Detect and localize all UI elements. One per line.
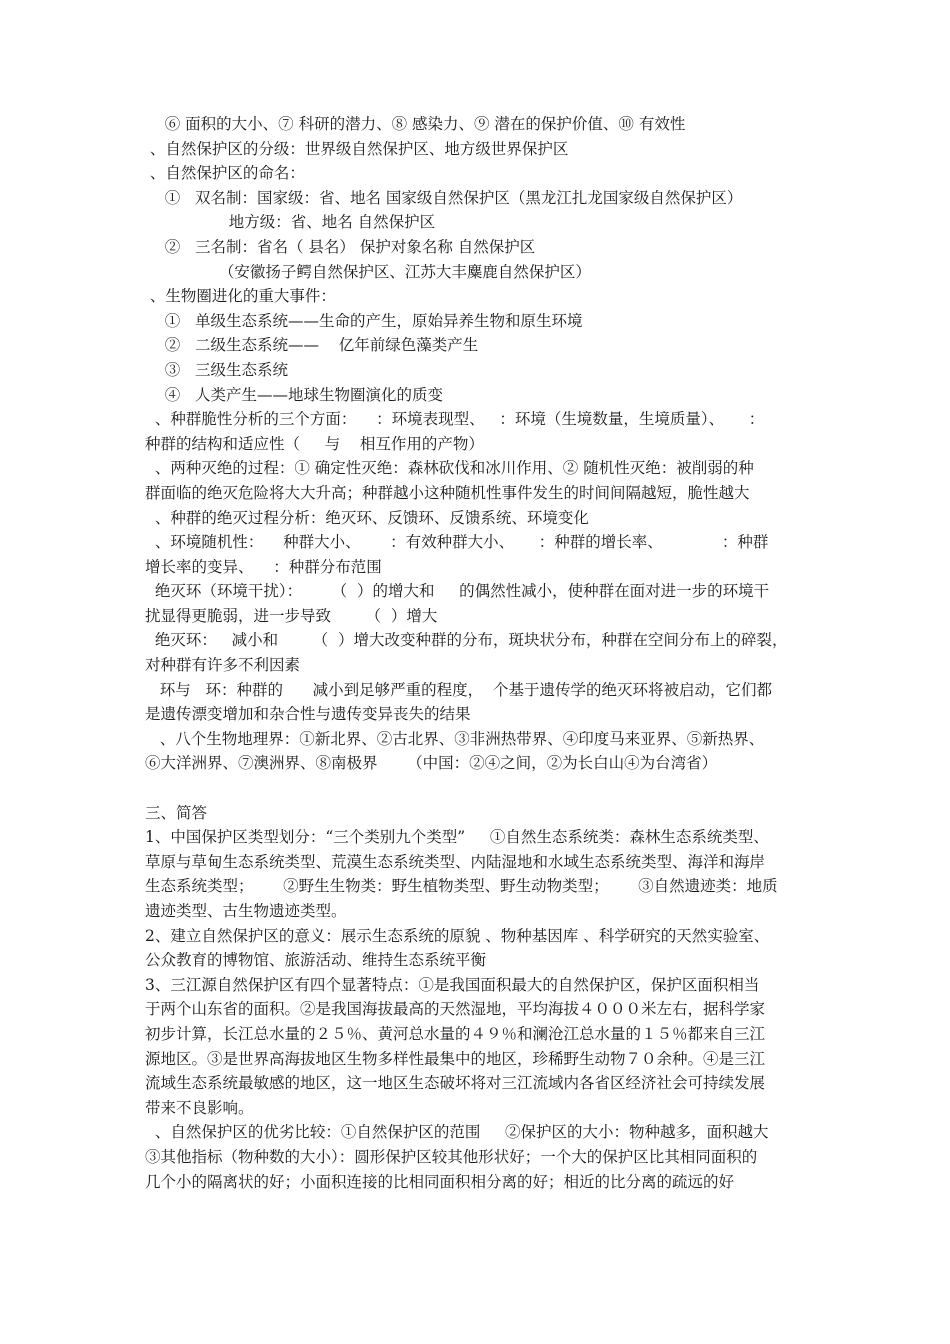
text-line: ① 双名制：国家级：省、地名 国家级自然保护区（黑龙江扎龙国家级自然保护区） xyxy=(145,188,743,207)
text-line: 、自然保护区的命名： xyxy=(145,164,305,183)
text-line: 地方级：省、地名 自然保护区 xyxy=(145,213,436,232)
text-line: 环与 环：种群的 减小到足够严重的程度， 个基于遗传学的绝灭环将被启动，它们都 xyxy=(145,680,772,699)
text-line: （安徽扬子鳄自然保护区、江苏大丰麋鹿自然保护区） xyxy=(145,262,591,281)
text-line: 、两种灭绝的过程：① 确定性灭绝：森林砍伐和冰川作用、② 随机性灭绝：被削弱的种 xyxy=(145,459,754,478)
text-line: 3、三江源自然保护区有四个显著特点：①是我国面积最大的自然保护区，保护区面积相当 xyxy=(145,975,760,994)
text-line: 初步计算，长江总水量的２５％、黄河总水量的４９％和澜沧江总水量的１５％都来自三江 xyxy=(145,1024,766,1043)
text-line: 、种群脆性分析的三个方面： ：环境表现型、 ：环境（生境数量，生境质量）、 ： xyxy=(145,410,765,429)
text-line: 绝灭环（环境干扰）： （ ）的增大和 的偶然性减小，使种群在面对进一步的环境干 xyxy=(145,582,770,601)
text-line: 带来不良影响。 xyxy=(145,1098,254,1117)
text-line: ② 二级生态系统—— 亿年前绿色藻类产生 xyxy=(145,336,479,355)
section-heading: 三、简答 xyxy=(145,803,208,822)
text-line: 增长率的变异、 ：种群分布范围 xyxy=(145,557,382,576)
text-line: 、种群的绝灭过程分析：绝灭环、反馈环、反馈系统、环境变化 xyxy=(145,508,589,527)
text-line: ① 单级生态系统——生命的产生，原始异养生物和原生环境 xyxy=(145,311,583,330)
blank-line xyxy=(145,776,815,801)
text-line: ③其他指标（物种数的大小）：圆形保护区较其他形状好；一个大的保护区比其相同面积的 xyxy=(145,1147,758,1166)
text-line: 源地区。③是世界高海拔地区生物多样性最集中的地区，珍稀野生动物７０余种。④是三江 xyxy=(145,1049,766,1068)
text-line: 1、中国保护区类型划分：“三个类别九个类型” ①自然生态系统类：森林生态系统类型、 xyxy=(145,828,769,847)
text-line: ③ 三级生态系统 xyxy=(145,360,288,379)
text-line: 生态系统类型； ②野生生物类：野生植物类型、野生动物类型； ③自然遗迹类：地质 xyxy=(145,877,778,896)
text-line: ④ 人类产生——地球生物圈演化的质变 xyxy=(145,385,443,404)
text-line: 种群的结构和适应性（ 与 相互作用的产物） xyxy=(145,434,484,453)
text-line: 于两个山东省的面积。②是我国海拔最高的天然湿地，平均海拔４０００米左右，据科学家 xyxy=(145,1000,766,1019)
text-line: 群面临的绝灭危险将大大升高；种群越小这种随机性事件发生的时间间隔越短，脆性越大 xyxy=(145,483,750,502)
text-line: 公众教育的博物馆、旅游活动、维持生态系统平衡 xyxy=(145,951,487,970)
text-line: 、自然保护区的分级：世界级自然保护区、地方级世界保护区 xyxy=(145,139,569,158)
text-line: 遗迹类型、古生物遗迹类型。 xyxy=(145,902,347,920)
text-line: 对种群有许多不利因素 xyxy=(145,656,301,675)
text-line: 草原与草甸生态系统类型、荒漠生态系统类型、内陆湿地和水域生态系统类型、海洋和海岸 xyxy=(145,852,766,871)
text-line: 绝灭环： 减小和 （ ）增大改变种群的分布，斑块状分布，种群在空间分布上的碎裂， xyxy=(145,631,788,650)
text-line: ② 三名制：省名（ 县名） 保护对象名称 自然保护区 xyxy=(145,237,536,256)
text-line: ⑥ 面积的大小、⑦ 科研的潜力、⑧ 感染力、⑨ 潜在的保护价值、⑩ 有效性 xyxy=(145,115,686,133)
text-line: 流域生态系统最敏感的地区，这一地区生态破坏将对三江流域内各省区经济社会可持续发展 xyxy=(145,1074,766,1093)
text-line: 、环境随机性： 种群大小、 ：有效种群大小、 ：种群的增长率、 ：种群 xyxy=(145,533,769,552)
text-line: 、八个生物地理界：①新北界、②古北界、③非洲热带界、④印度马来亚界、⑤新热界、 xyxy=(145,729,765,748)
text-line: ⑥大洋洲界、⑦澳洲界、⑧南极界 （中国：②④之间，②为长白山④为台湾省） xyxy=(145,754,718,773)
document-body xyxy=(145,112,815,1194)
text-line: 、自然保护区的优劣比较：①自然保护区的范围 ②保护区的大小：物种越多，面积越大 xyxy=(145,1123,769,1142)
text-line: 扰显得更脆弱，进一步导致 （ ）增大 xyxy=(145,606,438,625)
text-line: 、生物圈进化的重大事件： xyxy=(145,287,336,306)
text-line: 是遗传漂变增加和杂合性与遗传变异丧失的结果 xyxy=(145,705,471,724)
text-line: 几个小的隔离状的好；小面积连接的比相同面积相分离的好；相近的比分离的疏远的好 xyxy=(145,1172,735,1191)
text-line: 2、建立自然保护区的意义：展示生态系统的原貌 、物种基因库 、科学研究的天然实验室、 xyxy=(145,926,770,945)
